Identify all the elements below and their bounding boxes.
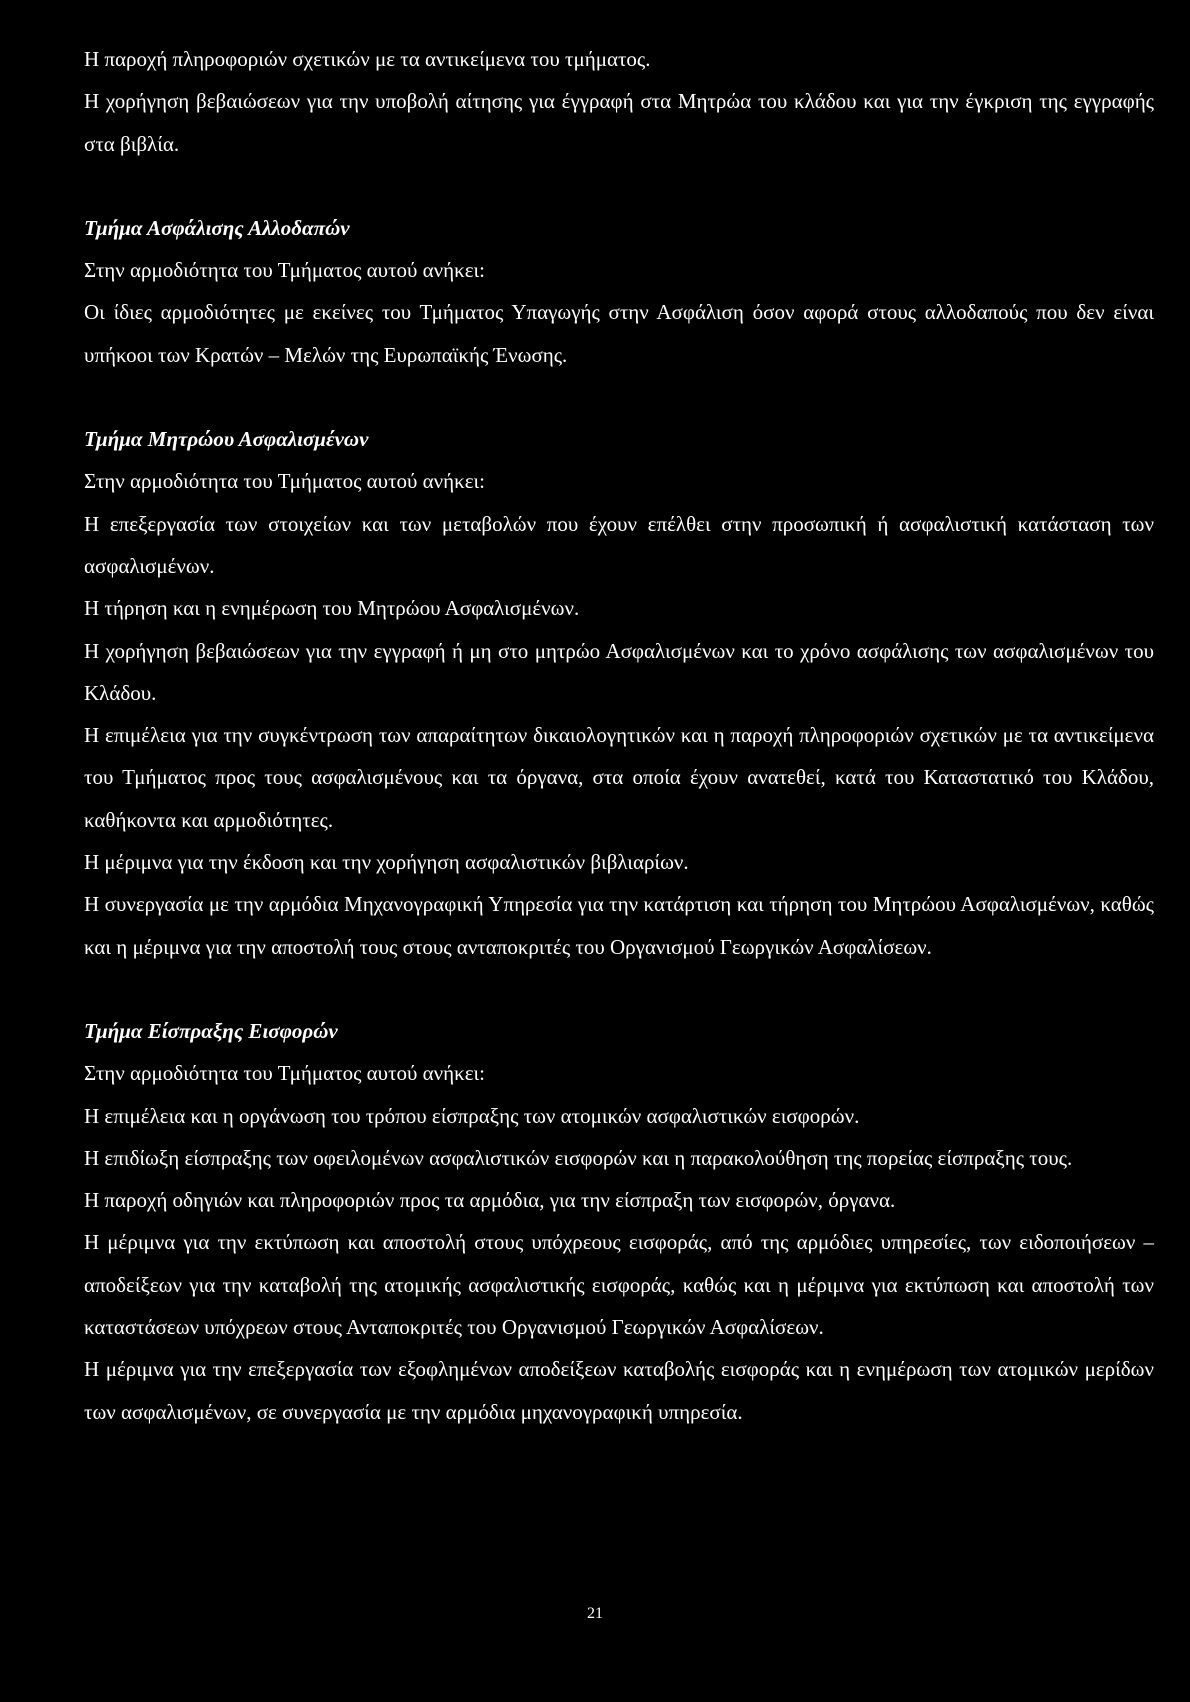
- paragraph: Η επιδίωξη είσπραξης των οφειλομένων ασφαλιστικών εισφορών και η παρακολούθηση της πορείας είσπραξης τους.: [84, 1145, 1073, 1170]
- paragraph: Η επεξεργασία των στοιχείων και των μεταβολών που έχουν επέλθει στην προσωπική ή ασφαλιστική κατάσταση των ασφαλισμένων.: [84, 511, 1154, 578]
- paragraph: Στην αρμοδιότητα του Τμήματος αυτού ανήκει:: [84, 1061, 486, 1086]
- spacer: [84, 165, 1154, 207]
- paragraph: Η συνεργασία με την αρμόδια Μηχανογραφική Υπηρεσία για την κατάρτιση και τήρηση του Μητρώου Ασφαλισμένων, καθώς και η μέριμνα για την αποστολή τους στους ανταποκριτές του Οργανισμού Γεωργικών Ασφαλίσεων.: [84, 892, 1154, 959]
- paragraph: Η χορήγηση βεβαιώσεων για την εγγραφή ή μη στο μητρώο Ασφαλισμένων και το χρόνο ασφάλισης των ασφαλισμένων του Κλάδου.: [84, 638, 1154, 705]
- document-body: [84, 38, 1154, 1433]
- paragraph: Η τήρηση και η ενημέρωση του Μητρώου Ασφαλισμένων.: [84, 596, 580, 621]
- section-heading: Τμήμα Μητρώου Ασφαλισμένων: [84, 427, 369, 452]
- paragraph: Η μέριμνα για την εκτύπωση και αποστολή στους υπόχρεους εισφοράς, από της αρμόδιες υπηρεσίες, των ειδοποιήσεων – αποδείξεων για την καταβολή της ατομικής ασφαλιστικής εισφοράς, καθώς και η μέριμνα για εκτύπωση και αποστολή των καταστάσεων υπόχρεων στους Ανταποκριτές του Οργανισμού Γεωργικών Ασφαλίσεων.: [84, 1230, 1154, 1340]
- spacer: [84, 968, 1154, 1010]
- section-heading: Τμήμα Ασφάλισης Αλλοδαπών: [84, 215, 350, 240]
- paragraph: Η επιμέλεια για την συγκέντρωση των απαραίτητων δικαιολογητικών και η παροχή πληροφοριών σχετικών με τα αντικείμενα του Τμήματος προς τους ασφαλισμένους και τα όργανα, στα οποία έχουν ανατεθεί, κατά του Καταστατικό του Κλάδου, καθήκοντα και αρμοδιότητες.: [84, 723, 1154, 832]
- paragraph: Στην αρμοδιότητα του Τμήματος αυτού ανήκει:: [84, 469, 486, 494]
- paragraph: Η μέριμνα για την έκδοση και την χορήγηση ασφαλιστικών βιβλιαρίων.: [84, 850, 689, 875]
- paragraph: Η παροχή πληροφοριών σχετικών με τα αντικείμενα του τμήματος.: [84, 47, 651, 71]
- paragraph: Η παροχή οδηγιών και πληροφοριών προς τα αρμόδια, για την είσπραξη των εισφορών, όργανα.: [84, 1188, 896, 1213]
- paragraph: Στην αρμοδιότητα του Τμήματος αυτού ανήκει:: [84, 258, 486, 283]
- section-heading: Τμήμα Είσπραξης Εισφορών: [84, 1018, 338, 1043]
- spacer: [84, 376, 1154, 418]
- paragraph: Η χορήγηση βεβαιώσεων για την υποβολή αίτησης για έγγραφή στα Μητρώα του κλάδου και για την έγκριση της εγγραφής στα βιβλία.: [84, 89, 1154, 156]
- paragraph: Οι ίδιες αρμοδιότητες με εκείνες του Τμήματος Υπαγωγής στην Ασφάλιση όσον αφορά στους αλλοδαπούς που δεν είναι υπήκοοι των Κρατών – Μελών της Ευρωπαϊκής Ένωσης.: [84, 300, 1154, 367]
- paragraph: Η μέριμνα για την επεξεργασία των εξοφλημένων αποδείξεων καταβολής εισφοράς και η ενημέρωση των ατομικών μερίδων των ασφαλισμένων, σε συνεργασία με την αρμόδια μηχανογραφική υπηρεσία.: [84, 1357, 1154, 1424]
- paragraph: Η επιμέλεια και η οργάνωση του τρόπου είσπραξης των ατομικών ασφαλιστικών εισφορών.: [84, 1103, 860, 1128]
- page-number: 21: [587, 1605, 603, 1622]
